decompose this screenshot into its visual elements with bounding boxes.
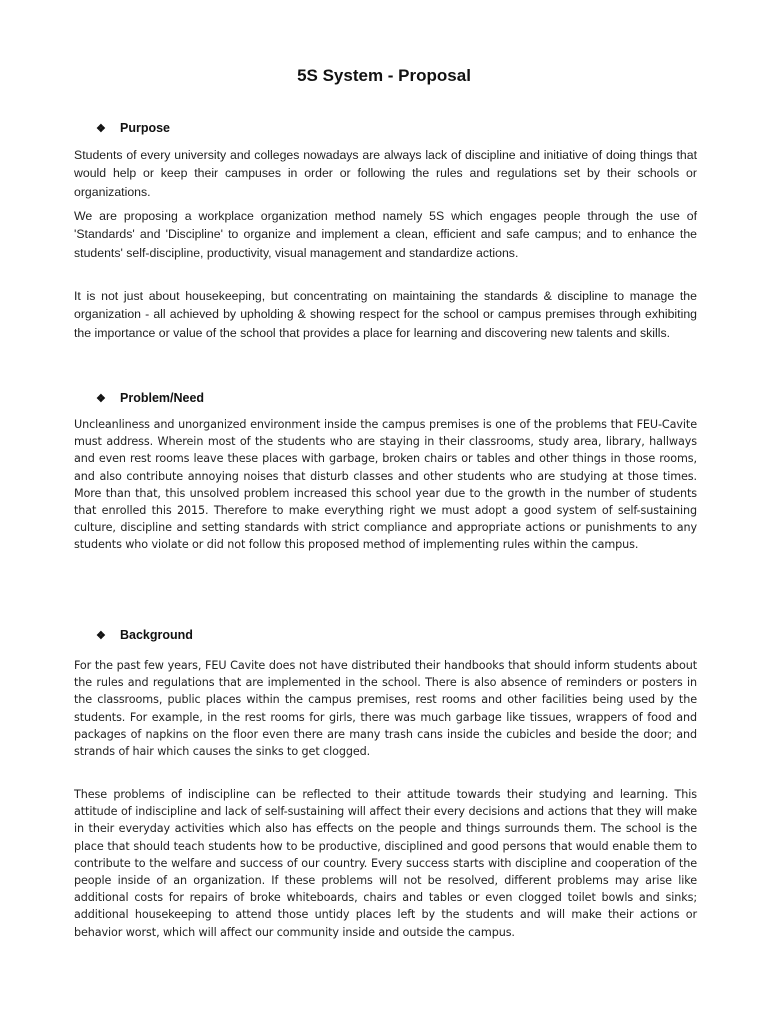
purpose-heading-label: Purpose: [120, 121, 171, 135]
purpose-heading: [96, 121, 170, 135]
background-paragraph-2: These problems of indiscipline can be reflected to their attitude towards their studying and learning. This attitude of indiscipline and lack of self-sustaining will affect their every decisions and actions that they will make in their everyday activities which also has effects on the people and things surrounds them. The school is the place that should teach students how to be productive, disciplined and good persons that would enable them to contribute to the welfare and success of our country. Every success starts with discipline and cooperation of the people inside of an organization. If these problems will not be resolved, different problems may arise like additional costs for repairs of broke whiteboards, chairs and tables or even clogged toilet bowls and sinks; additional housekeeping to attend those untidy places left by the students and will make their actions or behavior worst, which will affect our community inside and outside the campus.: [74, 788, 697, 939]
problem-heading-label: Problem/Need: [120, 391, 205, 405]
diamond-bullet-icon: ❖: [96, 630, 106, 642]
purpose-paragraph-1: Students of every university and colleges nowadays are always lack of discipline and initiative of doing things that would help or keep their campuses in order or following the rules and regulations set by their schools or organizations.: [74, 148, 697, 199]
purpose-paragraph-3: It is not just about housekeeping, but concentrating on maintaining the standards & discipline to manage the organization - all achieved by upholding & showing respect for the school or campus premises through exhibiting the importance or value of the school that provides a place for learning and discovering new talents and skills.: [74, 289, 697, 340]
background-heading: [96, 628, 193, 642]
diamond-bullet-icon: ❖: [96, 393, 106, 405]
diamond-bullet-icon: ❖: [96, 123, 106, 135]
purpose-paragraph-2: We are proposing a workplace organization method namely 5S which engages people through the use of 'Standards' and 'Discipline' to organize and implement a clean, efficient and safe campus; and to enhance the students' self-discipline, productivity, visual management and standardize actions.: [74, 209, 697, 260]
document-title: 5S System - Proposal: [297, 66, 471, 85]
background-heading-label: Background: [120, 628, 193, 642]
background-paragraph-1: For the past few years, FEU Cavite does not have distributed their handbooks that should inform students about the rules and regulations that are implemented in the school. There is also absence of reminders or posters in the classrooms, public places within the campus premises, rest rooms and other facilities being used by the students. For example, in the rest rooms for girls, there was much garbage like tissues, wrappers of food and packages of napkins on the floor even there are many trash cans inside the cubicles and beside the door; and strands of hair which causes the sinks to get clogged.: [74, 659, 697, 759]
problem-paragraph-1: Uncleanliness and unorganized environment inside the campus premises is one of the problems that FEU-Cavite must address. Wherein most of the students who are staying in their classrooms, study area, library, hallways and even rest rooms leave these places with garbage, broken chairs or tables and other things in those rooms, and also contribute annoying noises that disturb classes and other students who are studying at those times. More than that, this unsolved problem increased this school year due to the growth in the number of students that enrolled this 2015. Therefore to make everything right we must adopt a good system of self-sustaining culture, discipline and setting standards with strict compliance and appropriate actions or punishments to any students who violate or did not follow this proposed method of implementing rules within the campus.: [74, 418, 697, 552]
problem-heading: [96, 391, 204, 405]
